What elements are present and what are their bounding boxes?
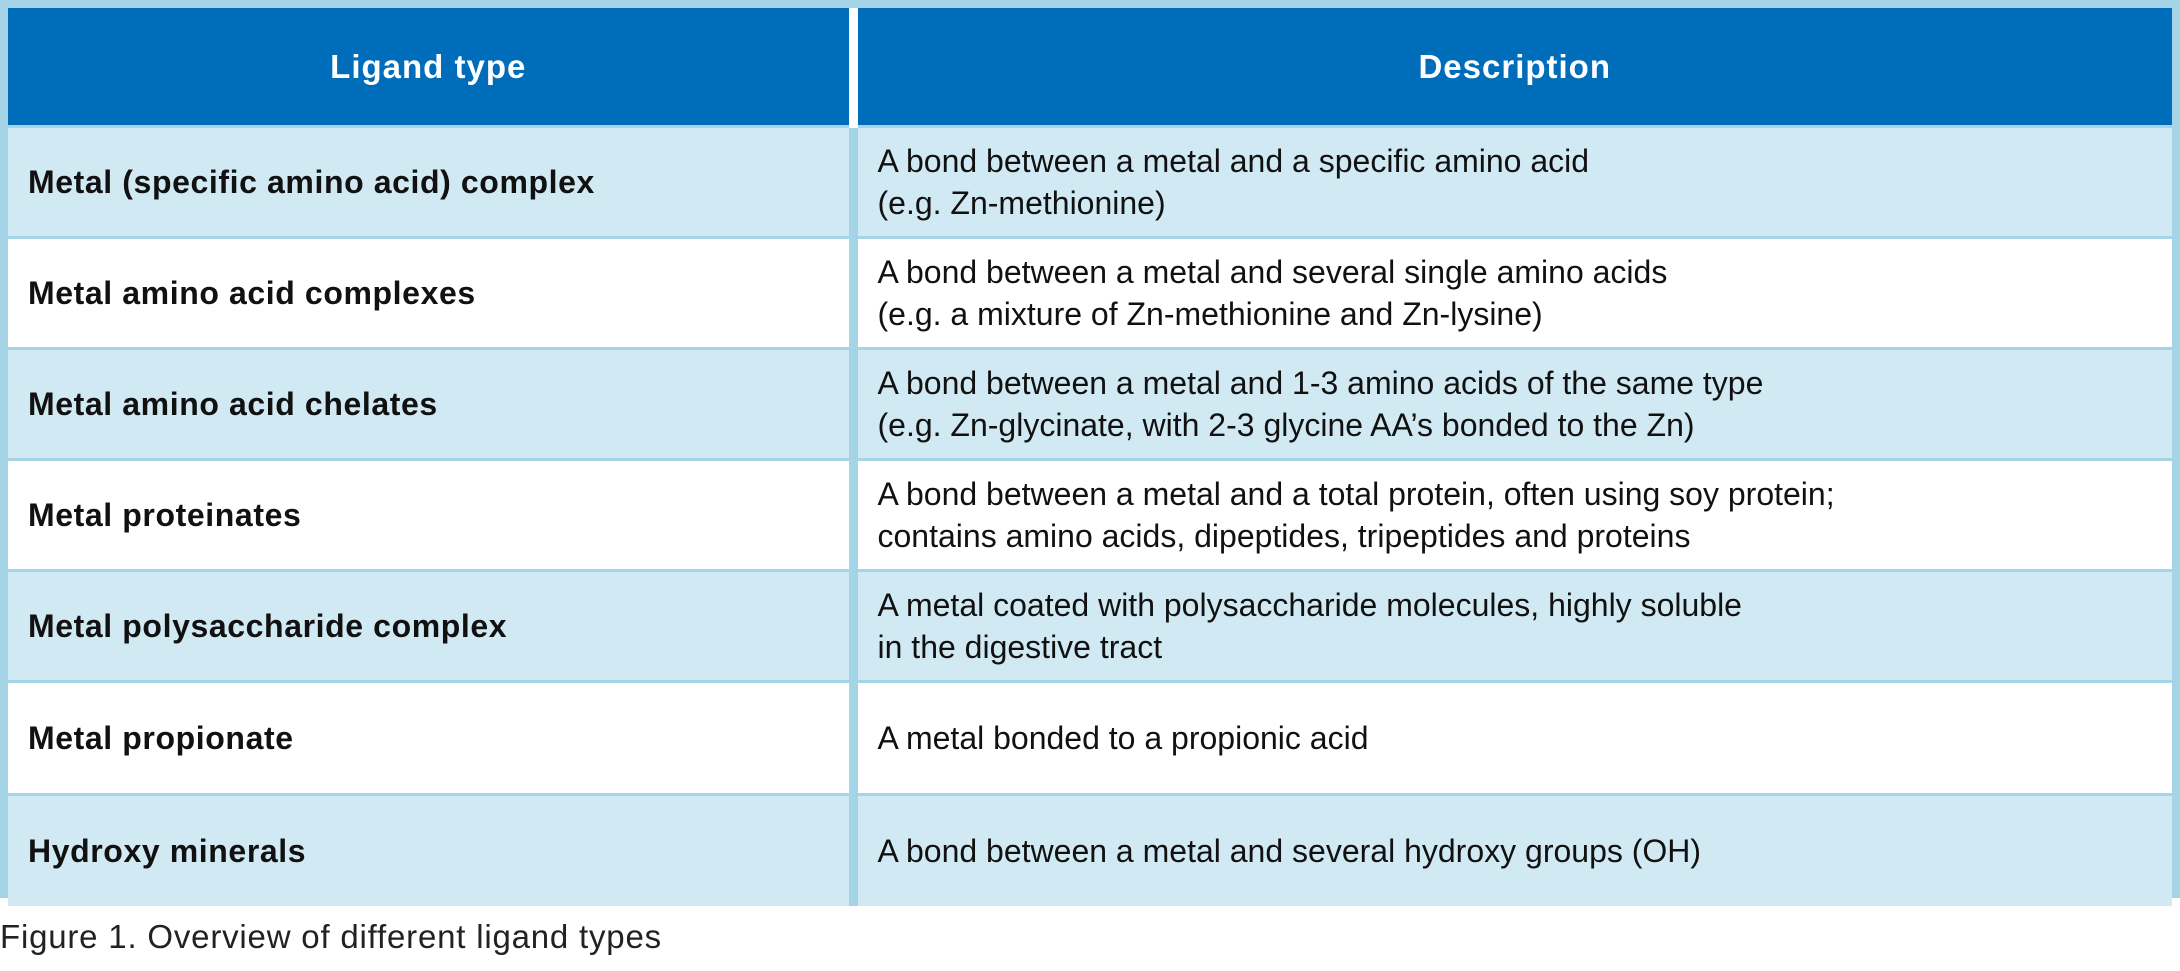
description-line: A bond between a metal and a total protein, often using soy protein; (877, 476, 1835, 512)
ligand-type-cell: Metal (specific amino acid) complex (8, 127, 853, 238)
description-cell (853, 682, 2172, 795)
ligand-type-cell: Metal polysaccharide complex (8, 571, 853, 682)
description-line: A metal bonded to a propionic acid (877, 720, 1369, 756)
ligand-type-cell: Metal proteinates (8, 460, 853, 571)
figure-caption: Figure 1. Overview of different ligand types (0, 918, 662, 955)
description-cell (853, 127, 2172, 238)
description-line: contains amino acids, dipeptides, tripeptides and proteins (877, 518, 1691, 554)
description-line: A metal coated with polysaccharide molecules, highly soluble (877, 587, 1742, 623)
header-ligand-type: Ligand type (8, 8, 853, 127)
table-row (8, 571, 2172, 682)
ligand-type-cell: Metal propionate (8, 682, 853, 795)
table-row (8, 795, 2172, 907)
table-row (8, 127, 2172, 238)
ligand-type-cell: Metal amino acid chelates (8, 349, 853, 460)
description-line: A bond between a metal and several single amino acids (877, 254, 1668, 290)
description-cell (853, 349, 2172, 460)
header-description: Description (853, 8, 2172, 127)
description-cell (853, 238, 2172, 349)
table-row (8, 460, 2172, 571)
table-row (8, 682, 2172, 795)
ligand-type-cell: Hydroxy minerals (8, 795, 853, 907)
description-line: A bond between a metal and several hydroxy groups (OH) (877, 833, 1702, 869)
table-header-row (8, 8, 2172, 127)
description-line: (e.g. Zn-methionine) (877, 185, 1166, 221)
description-cell (853, 795, 2172, 907)
description-line: A bond between a metal and a specific amino acid (877, 143, 1590, 179)
description-cell (853, 460, 2172, 571)
table-row (8, 349, 2172, 460)
description-line: A bond between a metal and 1-3 amino acids of the same type (877, 365, 1764, 401)
table-row (8, 238, 2172, 349)
ligand-table (8, 8, 2172, 906)
description-line: (e.g. a mixture of Zn-methionine and Zn-lysine) (877, 296, 1543, 332)
description-line: in the digestive tract (877, 629, 1163, 665)
ligand-type-cell: Metal amino acid complexes (8, 238, 853, 349)
description-cell (853, 571, 2172, 682)
description-line: (e.g. Zn-glycinate, with 2-3 glycine AA’s bonded to the Zn) (877, 407, 1695, 443)
